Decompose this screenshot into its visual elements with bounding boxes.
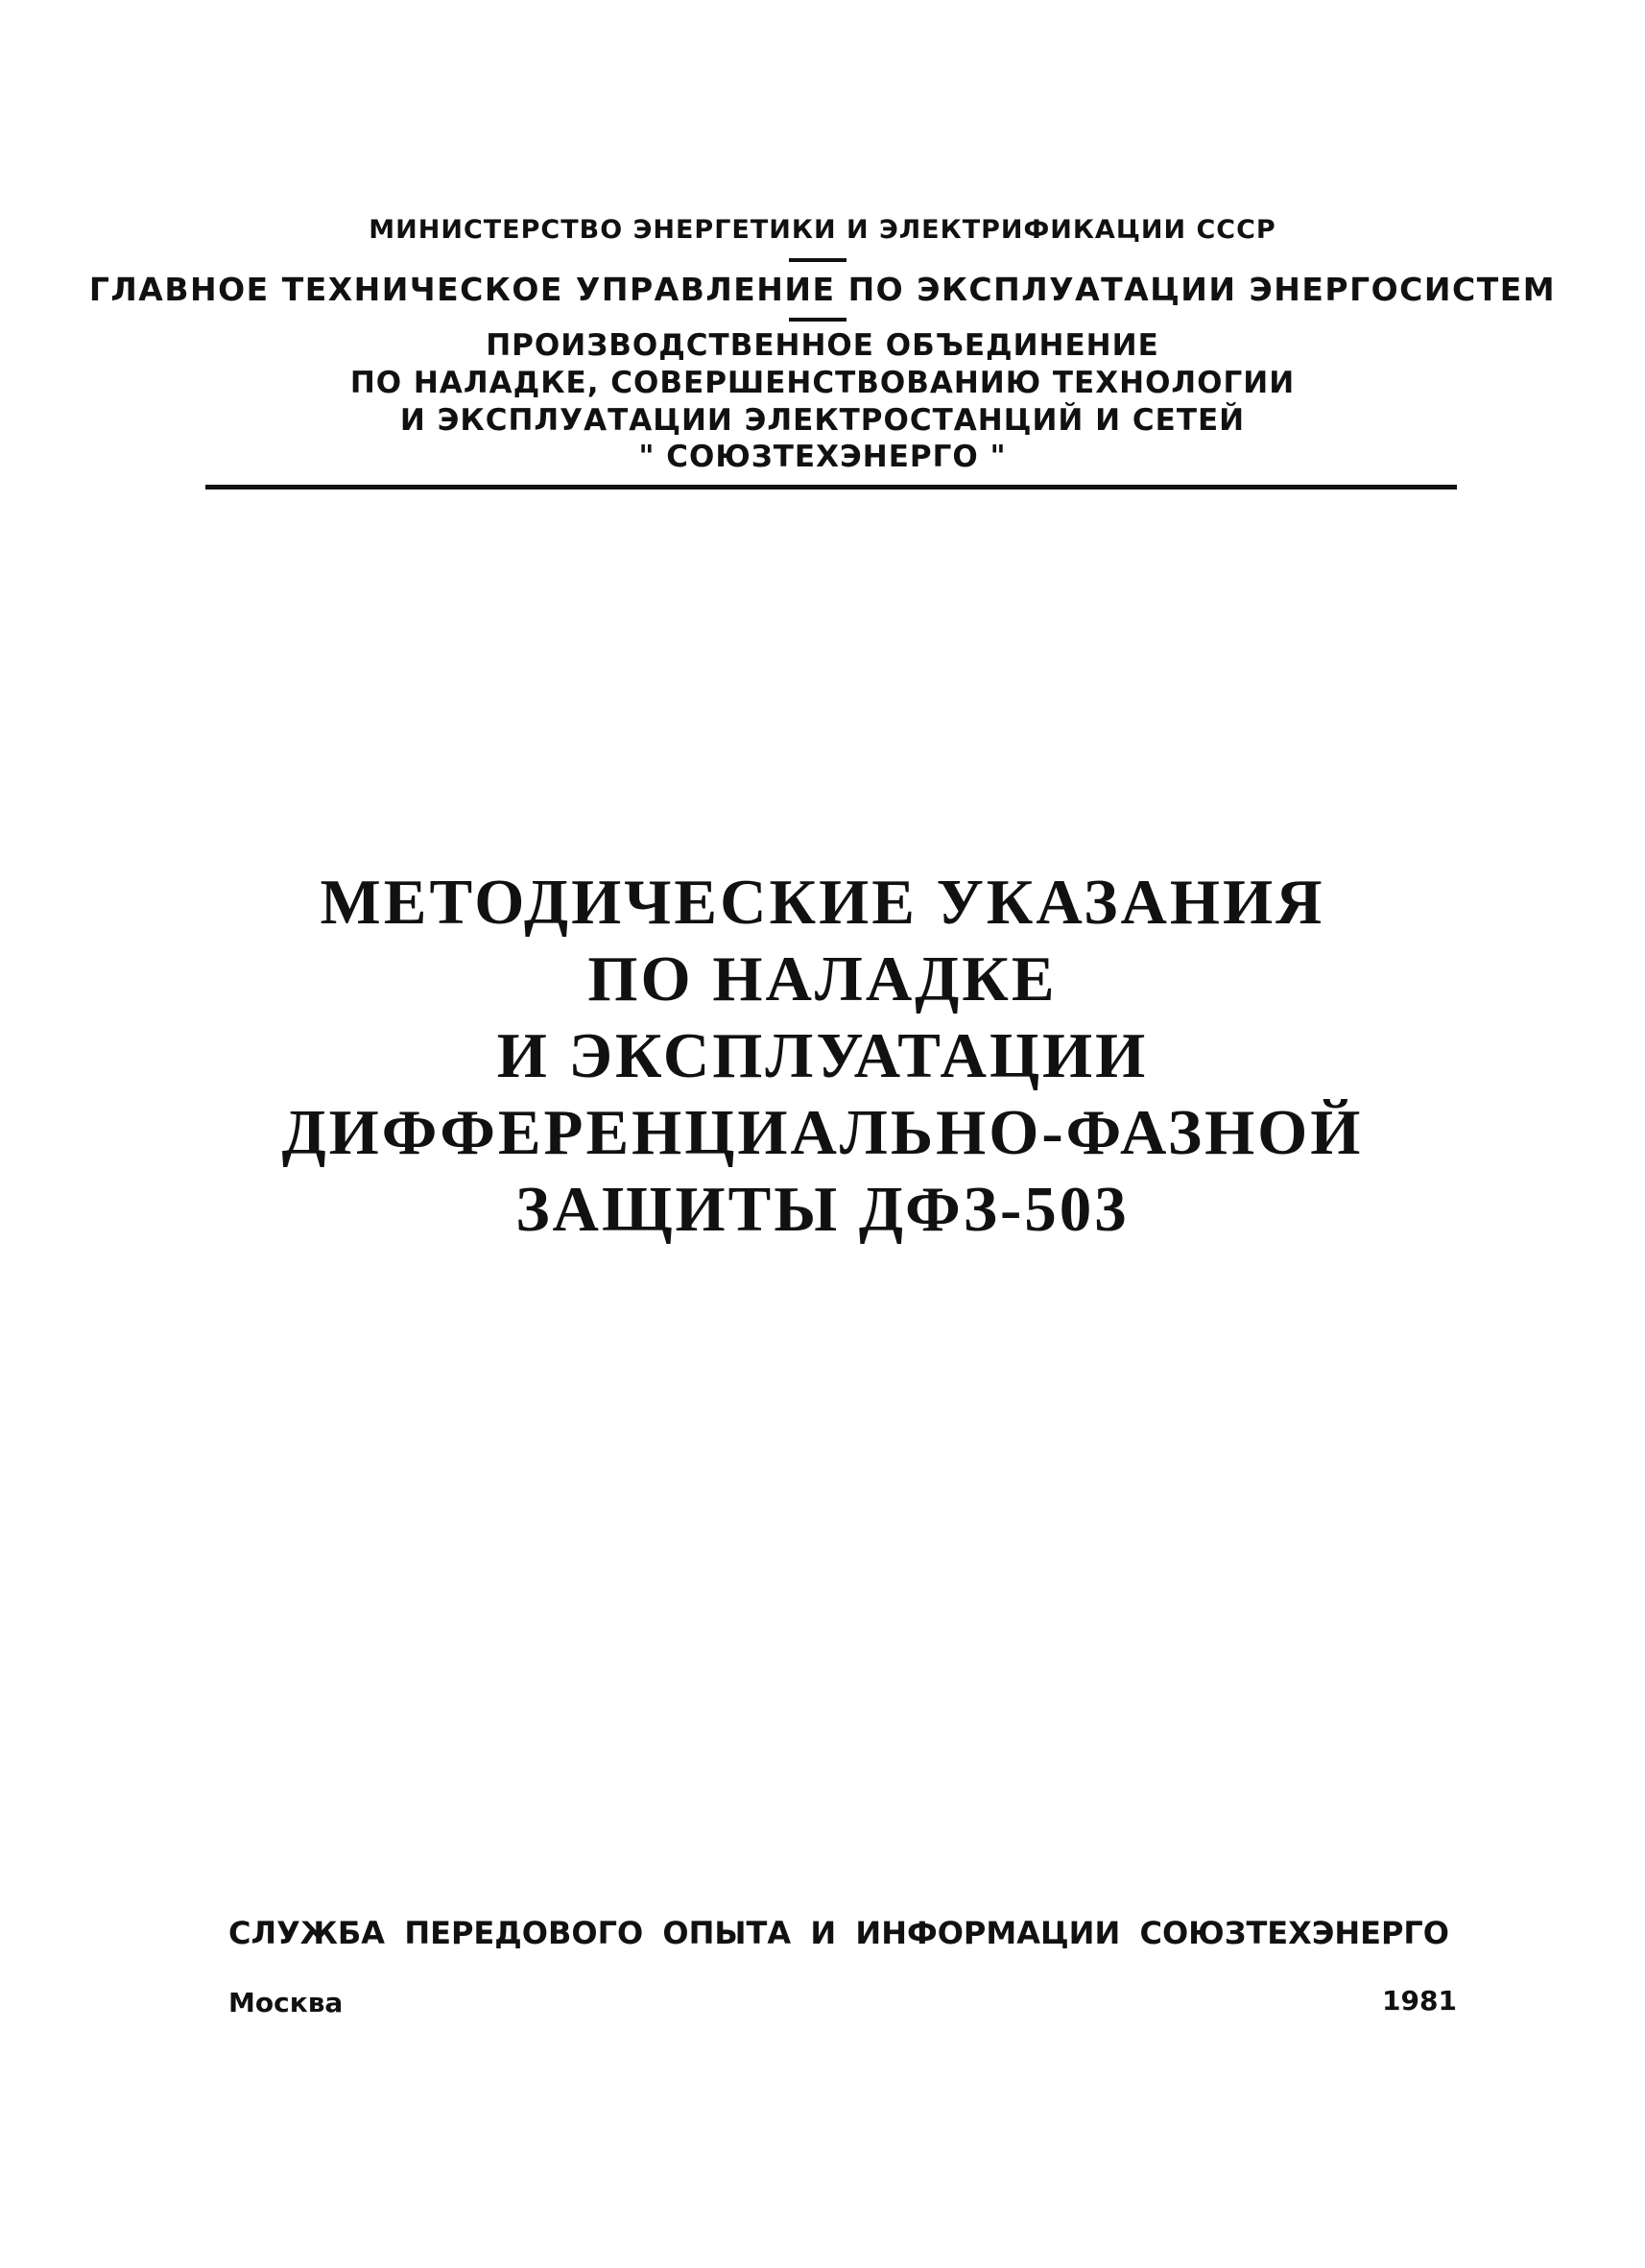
header-divider (205, 485, 1457, 489)
title-line-2: ПО НАЛАДКЕ (587, 943, 1058, 1015)
separator-short-1 (789, 258, 846, 262)
organization-line-4: " СОЮЗТЕХЭНЕРГО " (638, 440, 1007, 474)
separator-short-2 (789, 318, 846, 322)
organization-line-2: ПО НАЛАДКЕ, СОВЕРШЕНСТВОВАНИЮ ТЕХНОЛОГИИ (349, 366, 1296, 400)
title-line-4: ДИФФЕРЕНЦИАЛЬНО-ФАЗНОЙ (281, 1097, 1364, 1168)
title-line-3: И ЭКСПЛУАТАЦИИ (496, 1020, 1149, 1091)
organization-line-1: ПРОИЗВОДСТВЕННОЕ ОБЪЕДИНЕНИЕ (486, 328, 1159, 363)
publisher-word-3: ОПЫТА (662, 1915, 792, 1951)
publication-year: 1981 (1382, 1985, 1457, 2017)
title-line-5: ЗАЩИТЫ ДФЗ-503 (515, 1174, 1130, 1245)
publisher-word-1: СЛУЖБА (228, 1915, 386, 1951)
publisher-word-6: СОЮЗТЕХЭНЕРГО (1139, 1915, 1449, 1951)
title-line-1: МЕТОДИЧЕСКИЕ УКАЗАНИЯ (320, 867, 1325, 938)
ministry-name: МИНИСТЕРСТВО ЭНЕРГЕТИКИ И ЭЛЕКТРИФИКАЦИИ СССР (369, 215, 1276, 245)
publisher-word-5: ИНФОРМАЦИИ (855, 1915, 1121, 1951)
publisher-name (228, 1915, 1449, 1951)
publisher-word-2: ПЕРЕДОВОГО (404, 1915, 644, 1951)
directorate-name: ГЛАВНОЕ ТЕХНИЧЕСКОЕ УПРАВЛЕНИЕ ПО ЭКСПЛУАТАЦИИ ЭНЕРГОСИСТЕМ (88, 271, 1557, 308)
publication-city: Москва (228, 1987, 344, 2018)
publisher-word-4: И (810, 1915, 837, 1951)
organization-line-3: И ЭКСПЛУАТАЦИИ ЭЛЕКТРОСТАНЦИЙ И СЕТЕЙ (399, 403, 1246, 438)
